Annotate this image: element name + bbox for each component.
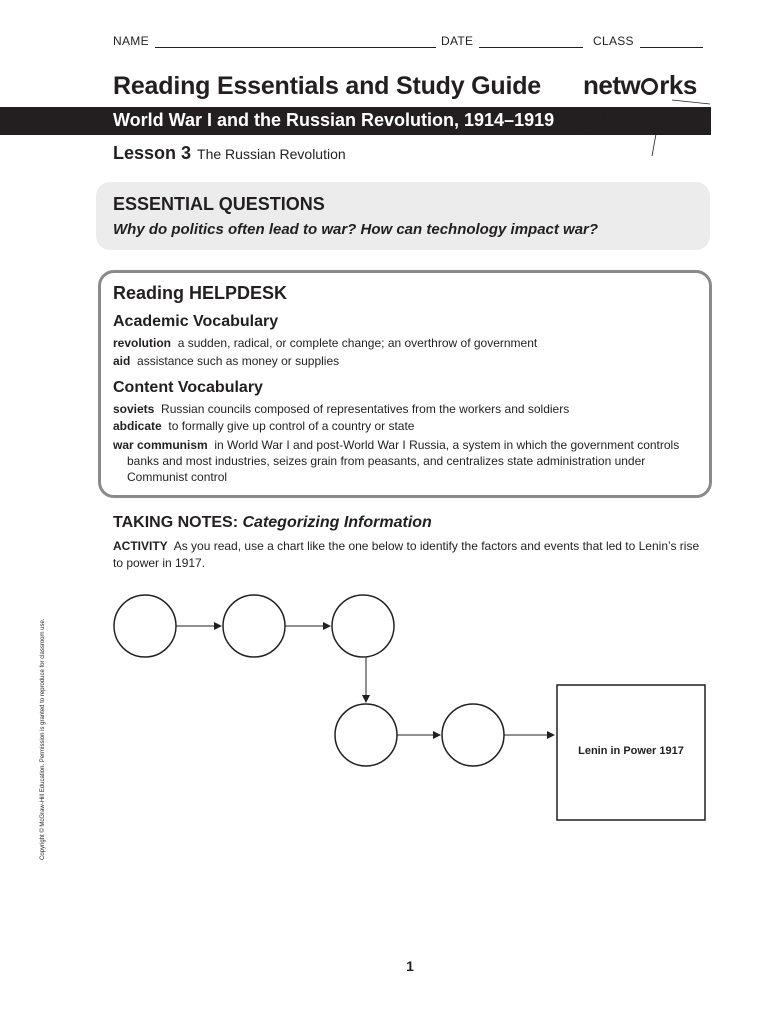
page-number: 1 [406, 958, 414, 974]
vocab-term: revolution [113, 336, 172, 350]
vocab-definition: in World War I and post-World War I Russia, a system in which the government controls banks and most industries, seizes grain from peasants, and centralizes state administration under Communist control [127, 438, 680, 484]
taking-notes-label: TAKING NOTES: [113, 514, 239, 531]
diagram-circle-2[interactable] [223, 595, 285, 657]
logo-text-start: netw [583, 70, 641, 100]
vocab-term: abdicate [113, 419, 162, 433]
activity-text: As you read, use a chart like the one below to identify the factors and events that led to Lenin’s rise to power in 1917. [113, 539, 700, 570]
lesson-number: Lesson 3 [113, 143, 192, 163]
class-label: CLASS [593, 34, 634, 48]
document-title: Reading Essentials and Study Guide [113, 72, 542, 100]
diagram-circle-4[interactable] [335, 704, 397, 766]
vocab-definition: Russian councils composed of representatives from the workers and soldiers [161, 402, 570, 416]
helpdesk-title: Reading HELPDESK [113, 283, 288, 303]
academic-vocabulary-heading: Academic Vocabulary [113, 313, 279, 330]
logo-text-end: rks [659, 70, 697, 100]
diagram-circle-1[interactable] [114, 595, 176, 657]
essential-questions-text: Why do politics often lead to war? How can technology impact war? [113, 221, 599, 238]
vocab-term: aid [113, 354, 131, 368]
lesson-name: The Russian Revolution [197, 146, 346, 162]
diagram-circle-3[interactable] [332, 595, 394, 657]
vocab-definition: to formally give up control of a country or state [168, 419, 415, 433]
date-label: DATE [441, 34, 474, 48]
vocab-definition: assistance such as money or supplies [137, 354, 340, 368]
vocab-term: war communism [113, 438, 208, 452]
vocab-definition: a sudden, radical, or complete change; an overthrow of government [177, 336, 538, 350]
final-outcome-label: Lenin in Power 1917 [578, 745, 684, 757]
copyright-notice: Copyright © McGraw-Hill Education. Permission is granted to reproduce for classroom use. [40, 618, 46, 860]
activity-label: ACTIVITY [113, 539, 168, 553]
unit-title: World War I and the Russian Revolution, 1914–1919 [113, 110, 555, 130]
essential-questions-heading: ESSENTIAL QUESTIONS [113, 194, 325, 214]
name-label: NAME [113, 34, 149, 48]
taking-notes-skill: Categorizing Information [242, 514, 432, 531]
vocab-term: soviets [113, 402, 155, 416]
content-vocabulary-heading: Content Vocabulary [113, 379, 263, 396]
diagram-circle-5[interactable] [442, 704, 504, 766]
